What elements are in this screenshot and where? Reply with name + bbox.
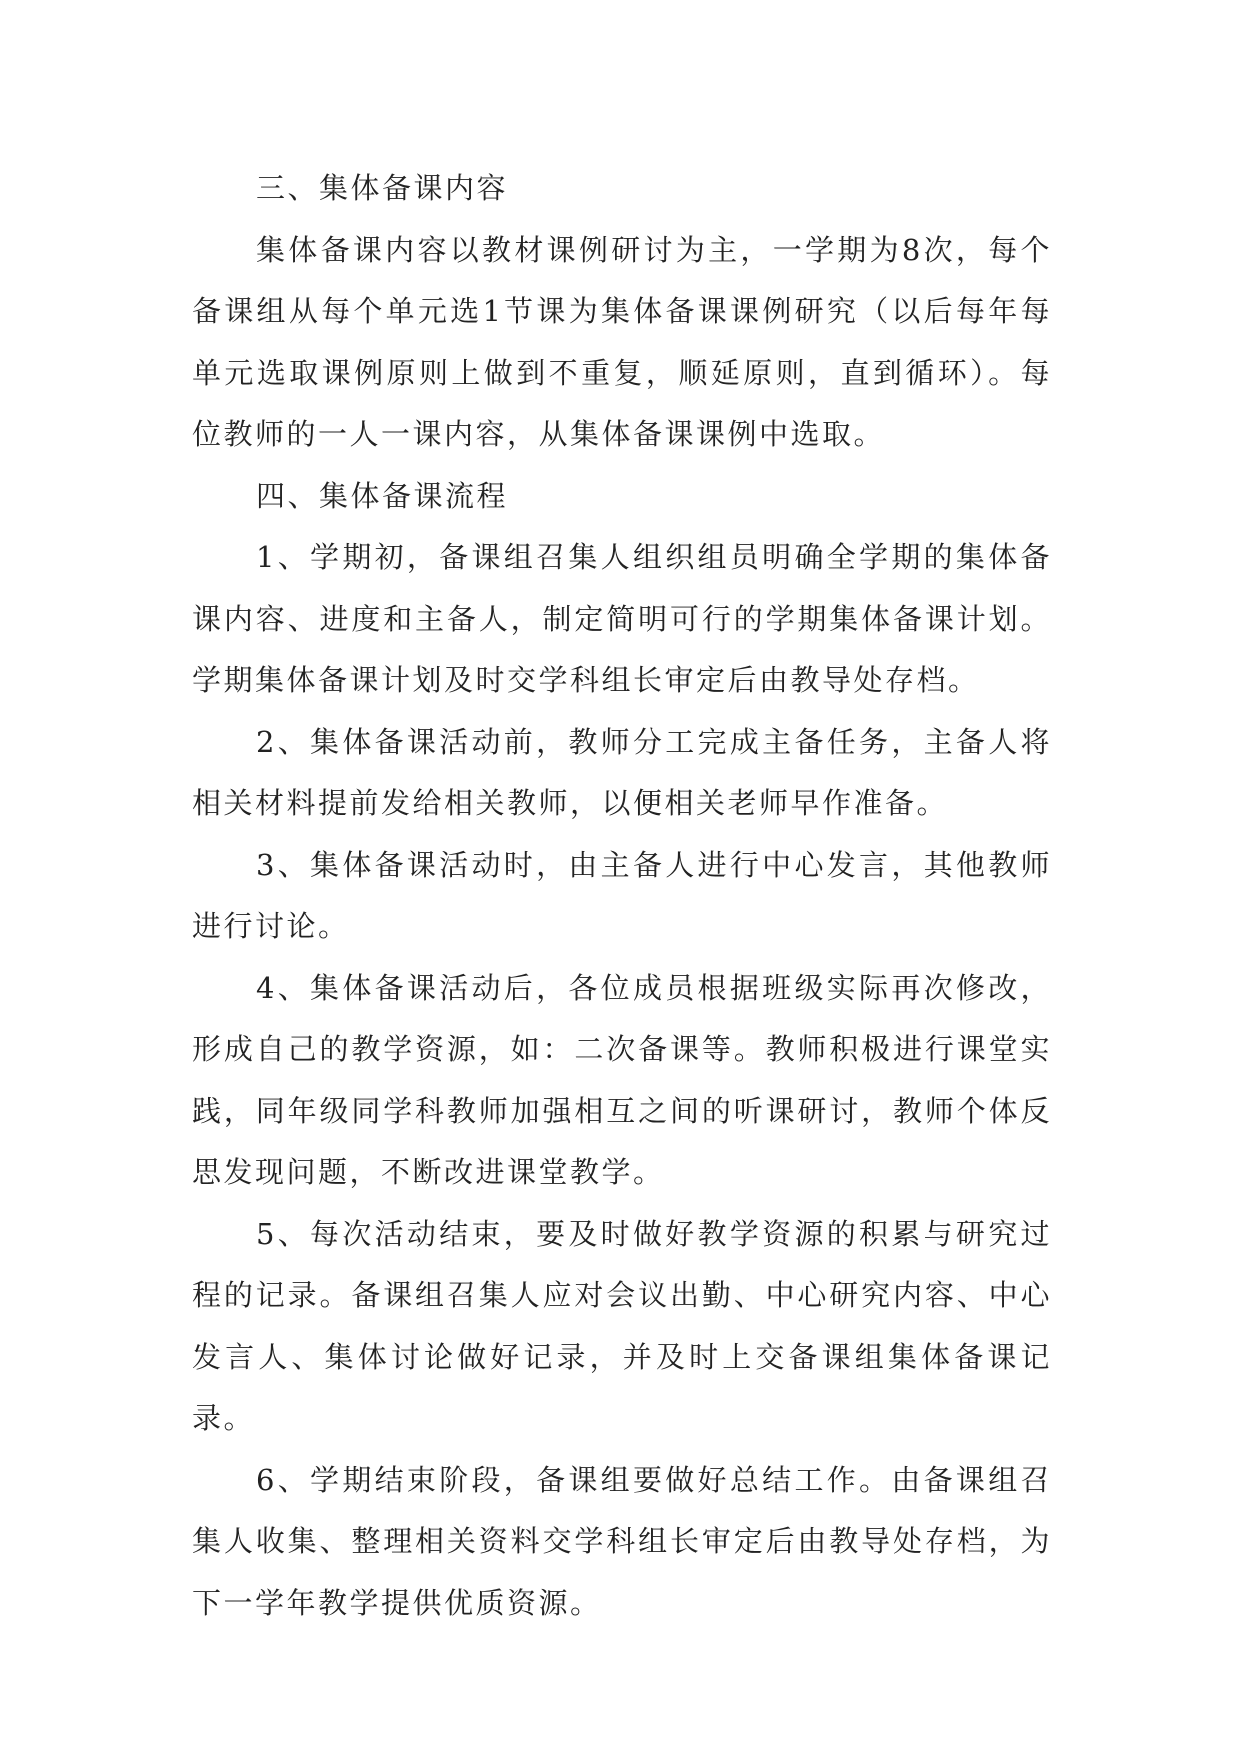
paragraph-step-4: 4、集体备课活动后，各位成员根据班级实际再次修改，形成自己的教学资源，如：二次备课等。教师积极进行课堂实践，同年级同学科教师加强相互之间的听课研讨，教师个体反思发现问题，不断改进课堂教学。 bbox=[192, 970, 1052, 1189]
paragraph-step-5: 5、每次活动结束，要及时做好教学资源的积累与研究过程的记录。备课组召集人应对会议出勤、中心研究内容、中心发言人、集体讨论做好记录，并及时上交备课组集体备课记录。 bbox=[192, 1216, 1052, 1435]
paragraph-step-1: 1、学期初，备课组召集人组织组员明确全学期的集体备课内容、进度和主备人，制定简明可行的学期集体备课计划。学期集体备课计划及时交学科组长审定后由教导处存档。 bbox=[192, 540, 1052, 697]
paragraph-content-scope: 集体备课内容以教材课例研讨为主，一学期为8次，每个备课组从每个单元选1节课为集体备课课例研究（以后每年每单元选取课例原则上做到不重复，顺延原则，直到循环）。每位教师的一人一课内容，从集体备课课例中选取。 bbox=[192, 232, 1052, 451]
document-body bbox=[192, 158, 1052, 1634]
paragraph-step-6: 6、学期结束阶段，备课组要做好总结工作。由备课组召集人收集、整理相关资料交学科组长审定后由教导处存档，为下一学年教学提供优质资源。 bbox=[192, 1462, 1052, 1620]
paragraph-step-2: 2、集体备课活动前，教师分工完成主备任务，主备人将相关材料提前发给相关教师，以便相关老师早作准备。 bbox=[192, 724, 1052, 820]
section-heading-process: 四、集体备课流程 bbox=[256, 478, 509, 513]
paragraph-step-3: 3、集体备课活动时，由主备人进行中心发言，其他教师进行讨论。 bbox=[192, 847, 1052, 943]
section-heading-content: 三、集体备课内容 bbox=[256, 171, 509, 205]
